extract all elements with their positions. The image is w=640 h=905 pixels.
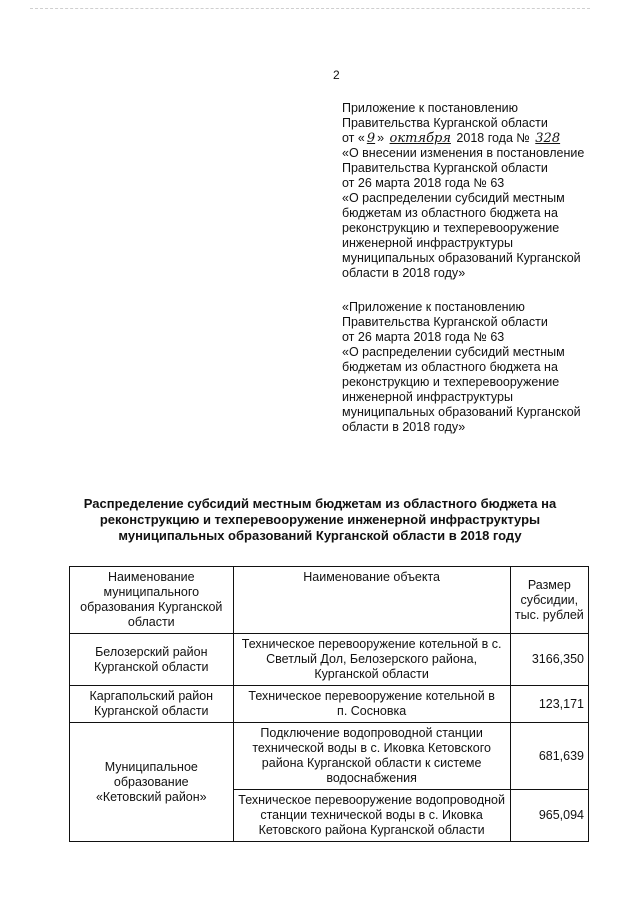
cell-amount: 681,639 — [510, 723, 588, 790]
header-amount — [510, 567, 588, 634]
cell-object-l3: района Курганской области к системе — [261, 756, 482, 770]
annex1-line5: Правительства Курганской области — [342, 161, 548, 175]
header-municipality — [70, 567, 234, 634]
annex-block-original — [342, 300, 612, 435]
cell-object-l1: Техническое перевооружение котельной в с. — [241, 637, 502, 651]
header-amount-l1: Размер — [527, 577, 571, 592]
cell-municipality-l2: образование — [113, 774, 189, 789]
cell-object-l1: Техническое перевооружение котельной в — [248, 689, 495, 703]
cell-object — [233, 634, 510, 686]
cell-municipality-l1: Каргапольский район — [89, 689, 214, 703]
cell-object — [233, 686, 510, 723]
cell-object-l2: п. Сосновка — [337, 704, 407, 718]
table-row — [70, 686, 589, 723]
cell-object-l1: Подключение водопроводной станции — [260, 726, 483, 740]
cell-object-l2: технической воды в с. Иковка Кетовского — [252, 741, 491, 755]
cell-object-l4: водоснабжения — [326, 771, 417, 785]
cell-amount: 965,094 — [510, 790, 588, 842]
annex2-line2: Правительства Курганской области — [342, 315, 548, 329]
annex1-date-prefix: от « — [342, 131, 365, 145]
annex1-line10: инженерной инфраструктуры — [342, 236, 513, 250]
header-municipality-l1: Наименование — [107, 570, 195, 584]
annex1-year-text: 2018 года № — [456, 131, 530, 145]
cell-object-l2: станции технической воды в с. Иковка — [260, 808, 483, 822]
annex1-line9: реконструкцию и техперевооружение — [342, 221, 560, 235]
handwritten-day: 9 — [366, 131, 376, 146]
table-row — [70, 634, 589, 686]
table-row — [70, 723, 589, 790]
table-header-row — [70, 567, 589, 634]
annex1-line11: муниципальных образований Курганской — [342, 251, 581, 265]
annex1-line2: Правительства Курганской области — [342, 116, 548, 130]
page-number: 2 — [333, 68, 340, 82]
header-municipality-l4: области — [127, 615, 175, 629]
cell-municipality — [70, 686, 234, 723]
handwritten-month: октября — [389, 131, 451, 146]
cell-object — [233, 790, 510, 842]
annex1-line1: Приложение к постановлению — [342, 101, 518, 115]
annex1-line4: «О внесении изменения в постановление — [342, 146, 585, 160]
cell-object-l3: Кетовского района Курганской области — [258, 823, 485, 837]
handwritten-number: 328 — [535, 131, 561, 146]
header-municipality-l2: муниципального — [103, 585, 200, 599]
cell-object-l2: Светлый Дол, Белозерского района, — [266, 652, 478, 666]
annex2-line8: муниципальных образований Курганской — [342, 405, 581, 419]
annex2-line7: инженерной инфраструктуры — [342, 390, 513, 404]
subsidies-table — [69, 566, 589, 842]
cell-amount: 123,171 — [510, 686, 588, 723]
annex-block-amending — [342, 101, 612, 281]
cell-municipality — [70, 634, 234, 686]
annex2-line9: области в 2018 году» — [342, 420, 466, 434]
annex2-line5: бюджетам из областного бюджета на — [342, 360, 558, 374]
annex1-line8: бюджетам из областного бюджета на — [342, 206, 558, 220]
cell-object — [233, 723, 510, 790]
header-amount-l3: тыс. рублей — [514, 607, 584, 622]
annex1-date-mid: » — [377, 131, 385, 145]
cell-municipality-l3: «Кетовский район» — [95, 789, 207, 804]
cell-municipality-l2: Курганской области — [94, 704, 209, 718]
cell-object-l1: Техническое перевооружение водопроводной — [238, 793, 505, 807]
document-title — [60, 496, 580, 544]
cell-amount: 3166,350 — [510, 634, 588, 686]
header-amount-l2: субсидии, — [520, 592, 579, 607]
title-line3: муниципальных образований Курганской области в 2018 году — [118, 528, 522, 543]
header-object: Наименование объекта — [233, 567, 510, 634]
header-municipality-l3: образования Курганской — [80, 600, 223, 614]
cell-municipality-l1: Муниципальное — [104, 759, 198, 774]
annex2-line1: «Приложение к постановлению — [342, 300, 525, 314]
annex1-line6: от 26 марта 2018 года № 63 — [342, 176, 505, 190]
annex2-line4: «О распределении субсидий местным — [342, 345, 565, 359]
cell-municipality-l2: Курганской области — [94, 659, 209, 674]
cell-municipality — [70, 723, 234, 842]
title-line2: реконструкцию и техперевооружение инженерной инфраструктуры — [99, 512, 541, 527]
title-line1: Распределение субсидий местным бюджетам из областного бюджета на — [83, 496, 557, 511]
scan-artifact-line — [30, 8, 590, 9]
annex2-line6: реконструкцию и техперевооружение — [342, 375, 560, 389]
cell-municipality-l1: Белозерский район — [95, 644, 208, 659]
annex1-date-line — [342, 131, 612, 146]
cell-object-l3: Курганской области — [314, 667, 429, 681]
annex2-line3: от 26 марта 2018 года № 63 — [342, 330, 505, 344]
annex1-line7: «О распределении субсидий местным — [342, 191, 565, 205]
annex1-line12: области в 2018 году» — [342, 266, 466, 280]
